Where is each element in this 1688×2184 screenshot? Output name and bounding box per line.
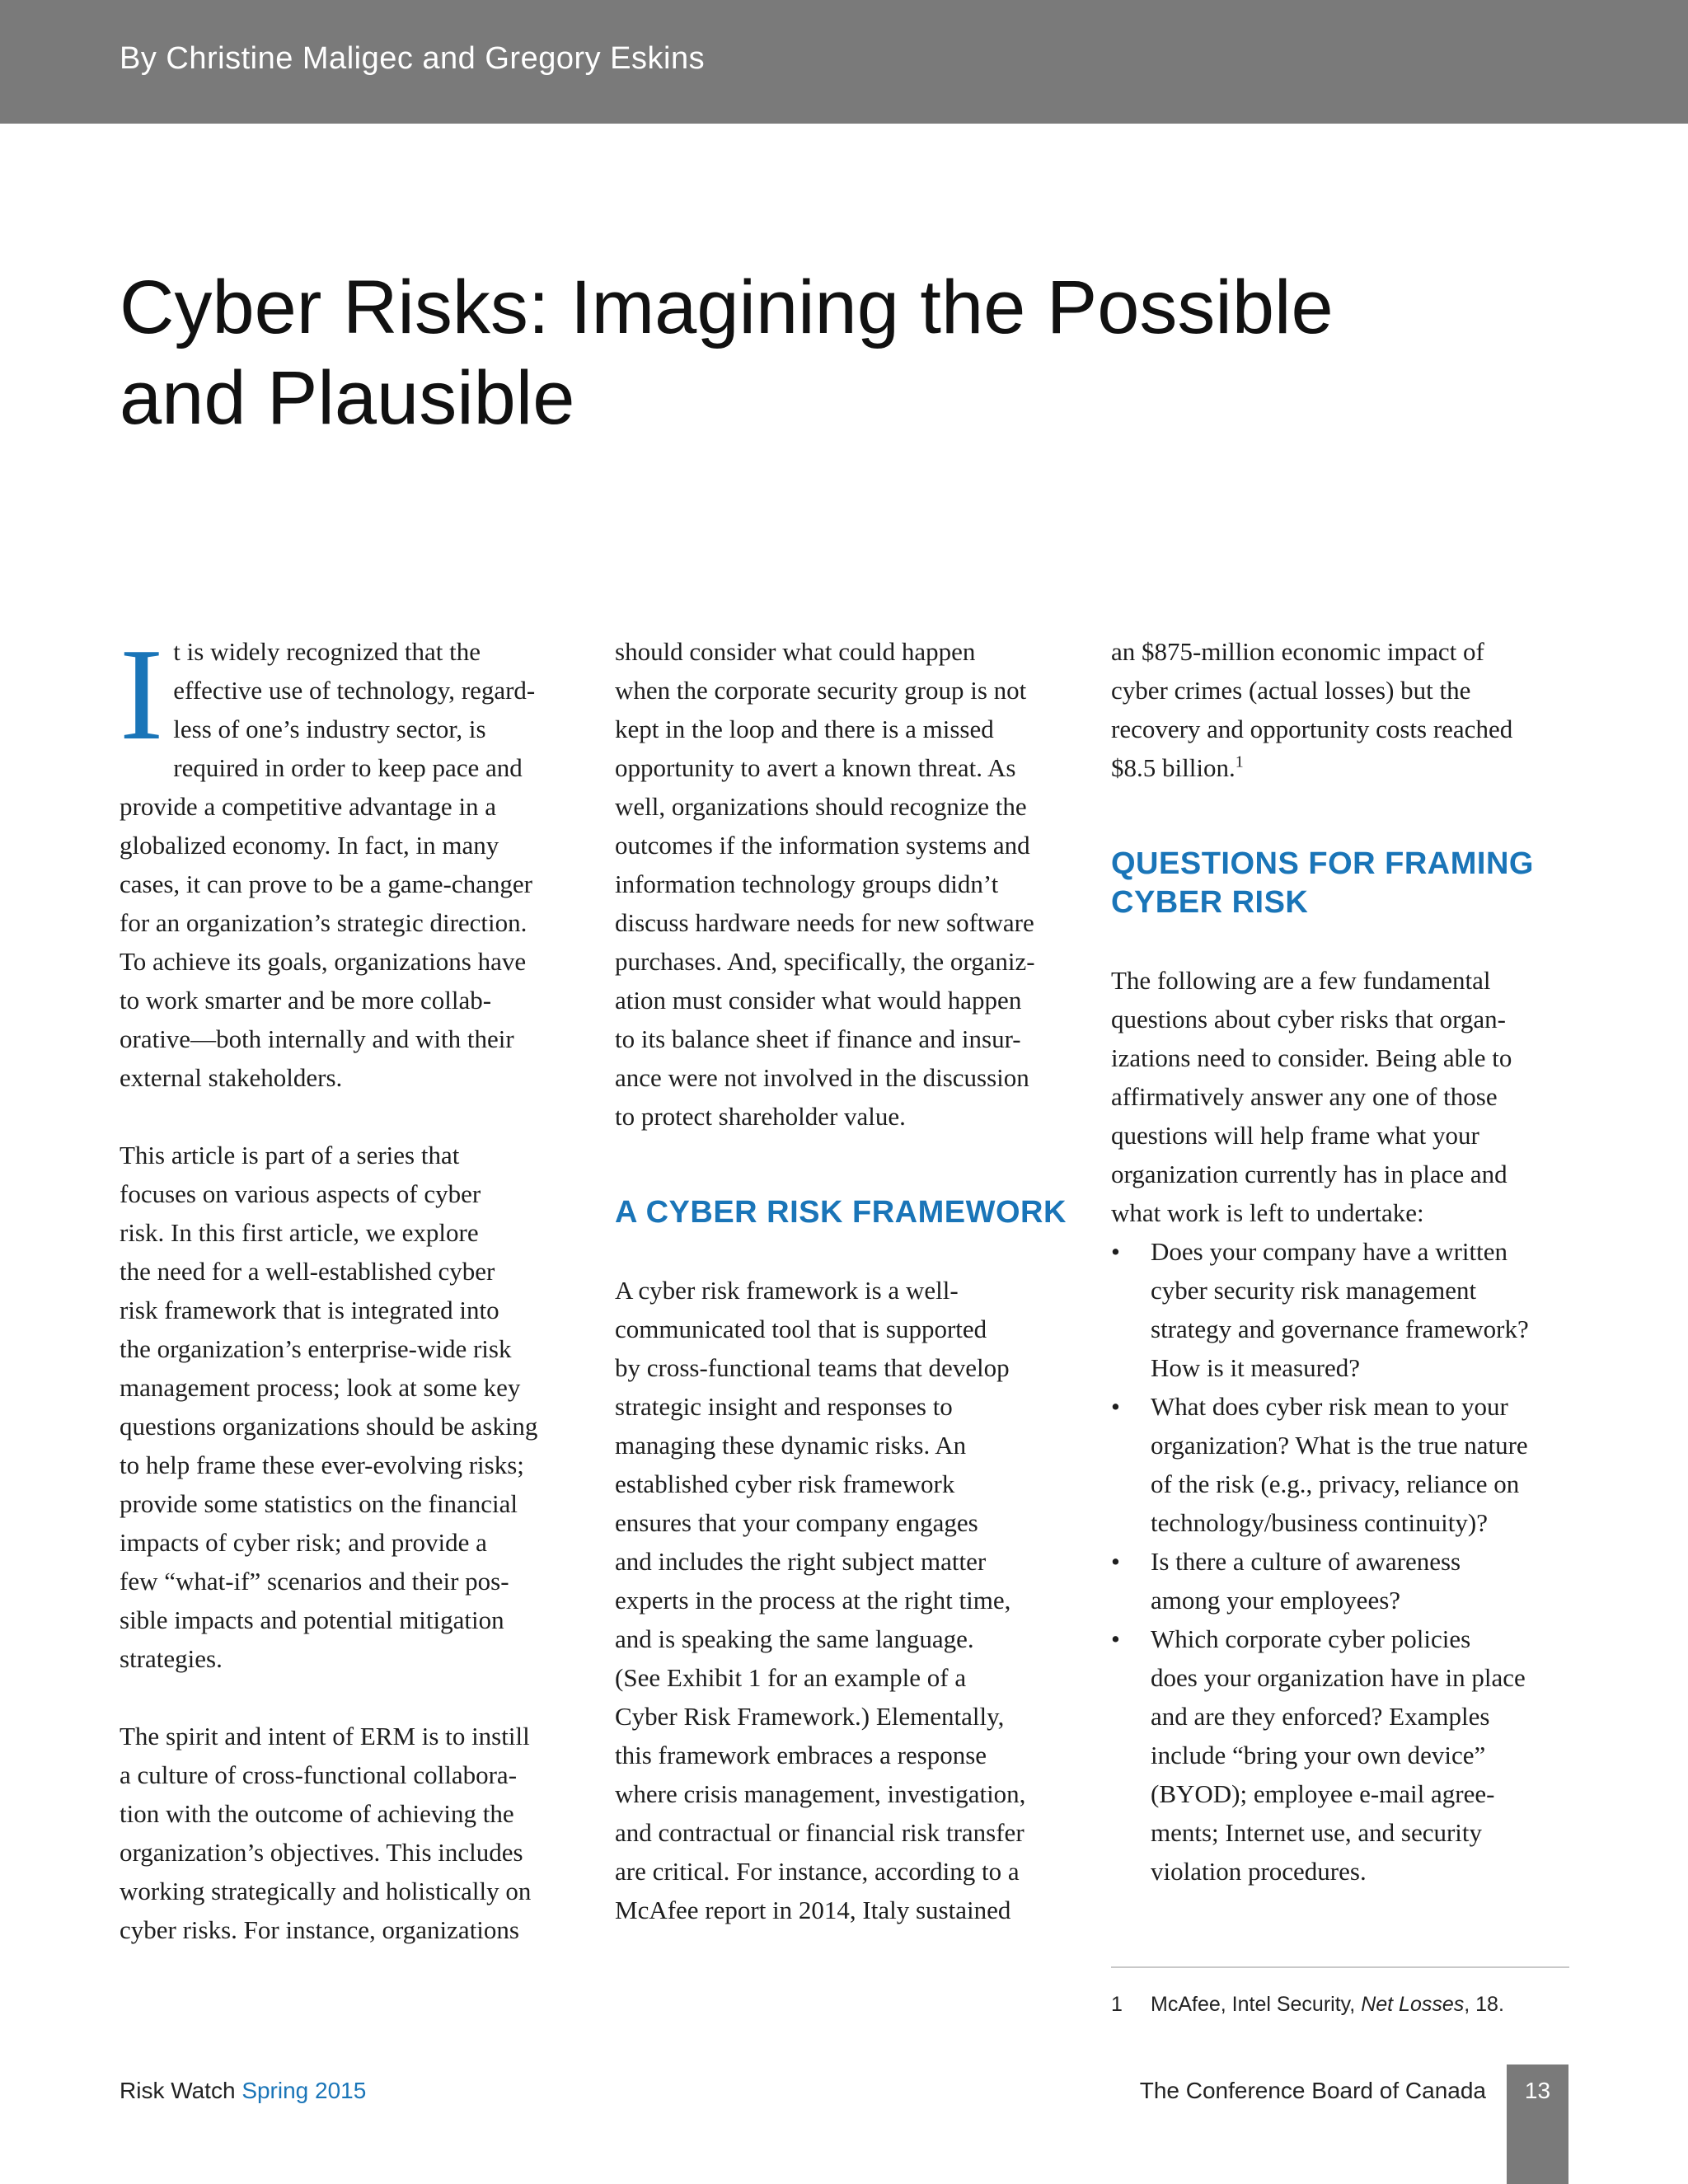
text-line: when the corporate security group is not: [615, 676, 1027, 705]
text-line: discuss hardware needs for new software: [615, 908, 1034, 937]
publication-season: Spring 2015: [241, 2078, 367, 2103]
text-line: risk framework that is integrated into: [120, 1296, 499, 1324]
question-list: [1111, 1232, 1573, 1891]
text-line: outcomes if the information systems and: [615, 831, 1030, 860]
text-line: t is widely recognized that the: [173, 637, 481, 666]
text-line: does your organization have in place: [1151, 1663, 1526, 1692]
footer-publisher: The Conference Board of Canada: [1139, 2078, 1486, 2103]
text-line: where crisis management, investigation,: [615, 1779, 1026, 1808]
paragraph-questions: [1111, 961, 1573, 1232]
page-number-box: [1507, 2064, 1568, 2184]
text-line: ance were not involved in the discussion: [615, 1063, 1029, 1092]
text-line: ation must consider what would happen: [615, 986, 1022, 1015]
paragraph-framework: [615, 1271, 1076, 1929]
text-line: The following are a few fundamental: [1111, 966, 1491, 995]
text-line: organization’s objectives. This includes: [120, 1838, 523, 1867]
text-line: for an organization’s strategic direction.: [120, 908, 528, 937]
text-line: purchases. And, specifically, the organiz-: [615, 947, 1035, 976]
column-2: [615, 632, 1076, 1929]
text-line: Which corporate cyber policies: [1151, 1624, 1471, 1653]
paragraph-series: [120, 1136, 581, 1678]
bullet-icon: •: [1111, 1547, 1120, 1576]
bullet-icon: •: [1111, 1237, 1120, 1266]
text-line: risk. In this first article, we explore: [120, 1218, 479, 1247]
intro-paragraph: [120, 621, 581, 1097]
drop-cap: I: [120, 621, 164, 767]
text-line: strategic insight and responses to: [615, 1392, 953, 1421]
text-line: the organization’s enterprise-wide risk: [120, 1334, 512, 1363]
text-line: communicated tool that is supported: [615, 1315, 987, 1343]
text-line: provide some statistics on the financial: [120, 1489, 518, 1518]
text-line: include “bring your own device”: [1151, 1741, 1486, 1769]
text-line: among your employees?: [1151, 1586, 1401, 1615]
footnote-divider: [1111, 1966, 1569, 1968]
text-line: provide a competitive advantage in a: [120, 792, 497, 821]
text-line: to protect shareholder value.: [615, 1102, 906, 1131]
text-line: required in order to keep pace and: [173, 753, 523, 782]
footnote-reference: 1: [1235, 752, 1244, 771]
column-1: [120, 621, 581, 1949]
question-item: [1111, 1619, 1573, 1891]
text-line: effective use of technology, regard-: [173, 676, 536, 705]
text-line: ments; Internet use, and security: [1151, 1818, 1483, 1847]
text-line: kept in the loop and there is a missed: [615, 715, 994, 743]
question-item: [1111, 1542, 1573, 1619]
text-line: experts in the process at the right time,: [615, 1586, 1011, 1615]
page-number: 13: [1524, 2078, 1551, 2103]
text-line: management process; look at some key: [120, 1373, 521, 1402]
text-line: less of one’s industry sector, is: [173, 715, 486, 743]
text-line: strategy and governance framework?: [1151, 1315, 1529, 1343]
text-line: external stakeholders.: [120, 1063, 343, 1092]
text-line: To achieve its goals, organizations have: [120, 947, 527, 976]
text-line: Cyber Risk Framework.) Elementally,: [615, 1702, 1005, 1731]
text-line: are critical. For instance, according to a: [615, 1857, 1020, 1886]
text-line: managing these dynamic risks. An: [615, 1431, 967, 1460]
header-bar: [0, 0, 1688, 124]
text-line: technology/business continuity)?: [1151, 1508, 1488, 1537]
text-line: cyber risks. For instance, organizations: [120, 1915, 519, 1944]
text-line: questions organizations should be asking: [120, 1412, 538, 1441]
text-line: few “what-if” scenarios and their pos-: [120, 1567, 509, 1596]
question-item: [1111, 1232, 1573, 1387]
bullet-icon: •: [1111, 1624, 1120, 1653]
text-line: and contractual or financial risk transfer: [615, 1818, 1025, 1847]
section-heading-questions: QUESTIONS FOR FRAMING CYBER RISK: [1111, 846, 1534, 920]
text-line: recovery and opportunity costs reached: [1111, 715, 1513, 743]
text-line: cyber crimes (actual losses) but the: [1111, 676, 1471, 705]
text-line: the need for a well-established cyber: [120, 1257, 495, 1286]
text-line: this framework embraces a response: [615, 1741, 987, 1769]
paragraph-mcafee: [1111, 632, 1573, 787]
text-line: opportunity to avert a known threat. As: [615, 753, 1016, 782]
text-line: sible impacts and potential mitigation: [120, 1605, 504, 1634]
text-line: $8.5 billion.: [1111, 753, 1236, 782]
text-line: working strategically and holistically on: [120, 1877, 532, 1905]
text-line: to help frame these ever-evolving risks;: [120, 1451, 524, 1479]
text-line: This article is part of a series that: [120, 1141, 460, 1169]
text-line: should consider what could happen: [615, 637, 976, 666]
footnote-number: 1: [1111, 1993, 1123, 2016]
footer-publication: [120, 2078, 366, 2104]
text-line: strategies.: [120, 1644, 223, 1673]
text-line: cases, it can prove to be a game-changer: [120, 869, 532, 898]
text-line: A cyber risk framework is a well-: [615, 1276, 959, 1305]
text-line: by cross-functional teams that develop: [615, 1353, 1010, 1382]
text-line: information technology groups didn’t: [615, 869, 999, 898]
byline: By Christine Maligec and Gregory Eskins: [120, 41, 706, 76]
text-line: an $875-million economic impact of: [1111, 637, 1484, 666]
text-line: orative—both internally and with their: [120, 1024, 514, 1053]
text-line: organization currently has in place and: [1111, 1160, 1507, 1188]
text-line: Is there a culture of awareness: [1151, 1547, 1461, 1576]
text-line: established cyber risk framework: [615, 1469, 955, 1498]
text-line: Does your company have a written: [1151, 1237, 1508, 1266]
text-line: violation procedures.: [1151, 1857, 1367, 1886]
paragraph-continued: [615, 632, 1076, 1136]
question-item: [1111, 1387, 1573, 1542]
text-line: well, organizations should recognize the: [615, 792, 1027, 821]
text-line: What does cyber risk mean to your: [1151, 1392, 1508, 1421]
text-line: and are they enforced? Examples: [1151, 1702, 1490, 1731]
text-line: cyber security risk management: [1151, 1276, 1477, 1305]
footnote: 1 McAfee, Intel Security, Net Losses, 18.: [1111, 1993, 1504, 2016]
article-title: [120, 262, 1521, 443]
text-line: The spirit and intent of ERM is to instill: [120, 1722, 530, 1750]
text-line: tion with the outcome of achieving the: [120, 1799, 514, 1828]
text-line: questions will help frame what your: [1111, 1121, 1479, 1150]
footnote-text: McAfee, Intel Security,: [1151, 1993, 1362, 2016]
bullet-icon: •: [1111, 1392, 1120, 1421]
text-line: affirmatively answer any one of those: [1111, 1082, 1498, 1111]
publication-name: Risk Watch: [120, 2078, 242, 2103]
title-line-2: and Plausible: [120, 356, 575, 440]
text-line: How is it measured?: [1151, 1353, 1360, 1382]
footnote-title: Net Losses: [1361, 1993, 1465, 2016]
text-line: McAfee report in 2014, Italy sustained: [615, 1896, 1011, 1924]
text-line: (BYOD); employee e-mail agree-: [1151, 1779, 1495, 1808]
text-line: a culture of cross-functional collabora-: [120, 1760, 518, 1789]
column-3: [1111, 632, 1573, 1891]
paragraph-erm: [120, 1717, 581, 1949]
text-line: organization? What is the true nature: [1151, 1431, 1528, 1460]
text-line: focuses on various aspects of cyber: [120, 1179, 481, 1208]
text-line: izations need to consider. Being able to: [1111, 1043, 1512, 1072]
section-heading-framework: A CYBER RISK FRAMEWORK: [615, 1195, 1067, 1230]
text-line: to work smarter and be more collab-: [120, 986, 492, 1015]
text-line: of the risk (e.g., privacy, reliance on: [1151, 1469, 1520, 1498]
text-line: impacts of cyber risk; and provide a: [120, 1528, 487, 1557]
title-line-1: Cyber Risks: Imagining the Possible: [120, 265, 1334, 349]
text-line: and includes the right subject matter: [615, 1547, 987, 1576]
text-line: globalized economy. In fact, in many: [120, 831, 499, 860]
text-line: (See Exhibit 1 for an example of a: [615, 1663, 967, 1692]
text-line: and is speaking the same language.: [615, 1624, 974, 1653]
text-line: questions about cyber risks that organ-: [1111, 1005, 1506, 1033]
text-line: what work is left to undertake:: [1111, 1198, 1424, 1227]
text-line: to its balance sheet if finance and insur-: [615, 1024, 1021, 1053]
text-line: ensures that your company engages: [615, 1508, 978, 1537]
